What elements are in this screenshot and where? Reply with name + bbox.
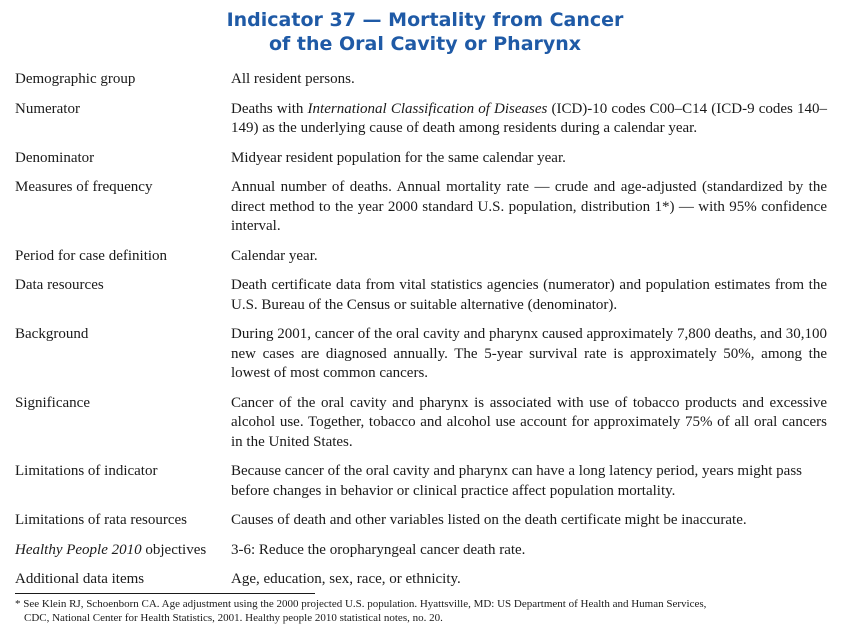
row-value: Annual number of deaths. Annual mortality rate — crude and age-adjusted (standardized by the direct method to the year 2000 standard U.S. population, distribution 1*) — with 95% confidence interval. <box>231 179 827 234</box>
row-value: Because cancer of the oral cavity and pharynx can have a long latency period, years might pass before changes in behavior or clinical practice affect population mortality. <box>231 463 803 499</box>
row-label: Demographic group <box>15 71 136 87</box>
row-measures-of-frequency <box>15 178 827 237</box>
row-background <box>15 325 827 384</box>
row-label: Significance <box>15 394 90 411</box>
label-italic-title: Healthy People 2010 <box>15 541 142 558</box>
row-denominator <box>15 149 827 169</box>
value-text: Deaths with <box>231 100 308 117</box>
row-value: Midyear resident population for the same calendar year. <box>231 149 566 166</box>
page-title <box>0 8 850 56</box>
row-value: All resident persons. <box>231 71 355 87</box>
row-label: Background <box>15 326 89 342</box>
footnote-divider <box>15 593 315 594</box>
row-label: Additional data items <box>15 571 145 587</box>
value-italic-title: International Classification of Diseases <box>307 100 548 117</box>
row-healthy-people-objectives <box>15 541 827 561</box>
row-value: Age, education, sex, race, or ethnicity. <box>231 571 461 587</box>
row-value: 3-6: Reduce the oropharyngeal cancer death rate. <box>231 541 526 558</box>
row-value: Death certificate data from vital statistics agencies (numerator) and population estimates from the U.S. Bureau of the Census or suitable alternative (denominator). <box>231 277 827 313</box>
row-demographic-group <box>15 70 827 90</box>
row-label: Denominator <box>15 149 95 166</box>
row-label: Limitations of rata resources <box>15 512 188 528</box>
row-limitations-of-data-resources <box>15 511 827 531</box>
footnote-line-2: CDC, National Center for Health Statistics, 2001. Healthy people 2010 statistical notes, no. 20. <box>24 612 443 624</box>
row-significance <box>15 394 827 453</box>
row-limitations-of-indicator <box>15 462 827 501</box>
row-period-for-case-definition <box>15 247 827 267</box>
page-title-line-1: Indicator 37 — Mortality from Cancer <box>226 9 624 31</box>
row-data-resources <box>15 276 827 315</box>
row-label: Period for case definition <box>15 247 168 264</box>
page-title-line-2: of the Oral Cavity or Pharynx <box>268 33 582 55</box>
row-value <box>231 100 827 139</box>
row-label <box>15 541 231 561</box>
row-value: Cancer of the oral cavity and pharynx is associated with use of tobacco products and excessive alcohol use. Together, tobacco and alcohol use account for approximately 75% of all oral cancers in the United States. <box>231 394 827 450</box>
label-text: objectives <box>141 541 207 558</box>
row-label: Data resources <box>15 277 104 293</box>
row-additional-data-items <box>15 570 827 590</box>
row-label: Limitations of indicator <box>15 463 158 479</box>
row-value: During 2001, cancer of the oral cavity and pharynx caused approximately 7,800 deaths, and 30,100 new cases are diagnosed annually. The 5-year survival rate is approximately 50%, among the lowest of most common cancers. <box>231 326 827 381</box>
row-numerator <box>15 100 827 139</box>
row-label: Measures of frequency <box>15 179 153 195</box>
footnote-line-1: * See Klein RJ, Schoenborn CA. Age adjustment using the 2000 projected U.S. population. Hyattsville, MD: US Department of Health and Human Services, <box>15 598 707 610</box>
footnote <box>15 597 827 625</box>
indicator-definition-table <box>15 70 827 590</box>
row-label: Numerator <box>15 100 80 117</box>
row-value: Causes of death and other variables listed on the death certificate might be inaccurate. <box>231 512 747 528</box>
row-value: Calendar year. <box>231 247 318 264</box>
value-text: (ICD)-10 codes C00–C14 (ICD-9 codes 140–149) as the underlying cause of death among residents during a calendar year. <box>231 100 827 136</box>
